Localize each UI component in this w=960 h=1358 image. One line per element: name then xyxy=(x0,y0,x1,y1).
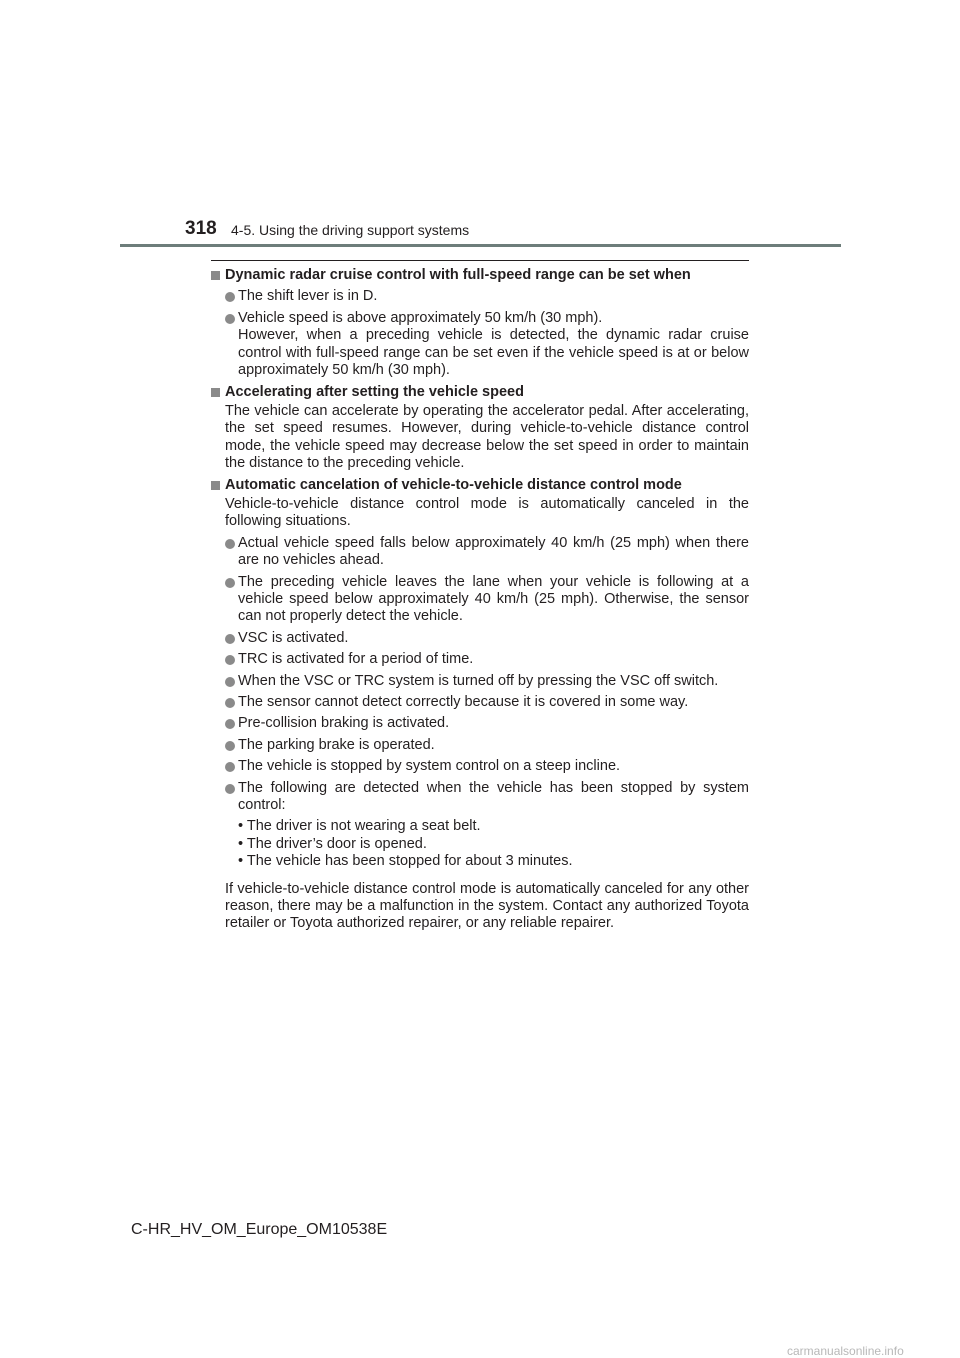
circle-bullet-icon xyxy=(225,292,235,302)
circle-bullet-icon xyxy=(225,762,235,772)
circle-bullet-icon xyxy=(225,784,235,794)
circle-bullet-icon xyxy=(225,677,235,687)
circle-bullet-icon xyxy=(225,634,235,644)
list-item: The vehicle is stopped by system control on a steep incline. xyxy=(211,758,749,775)
section-heading: Automatic cancelation of vehicle-to-vehicle distance control mode xyxy=(211,477,749,494)
list-item: Pre-collision braking is activated. xyxy=(211,715,749,732)
list-item: TRC is activated for a period of time. xyxy=(211,651,749,668)
section-heading: Accelerating after setting the vehicle speed xyxy=(211,384,749,401)
circle-bullet-icon xyxy=(225,698,235,708)
circle-bullet-icon xyxy=(225,578,235,588)
list-item: The sensor cannot detect correctly because it is covered in some way. xyxy=(211,694,749,711)
list-item: Actual vehicle speed falls below approximately 40 km/h (25 mph) when there are no vehicles ahead. xyxy=(211,535,749,570)
sub-list-item: • The driver’s door is opened. xyxy=(238,835,427,852)
section-title: 4-5. Using the driving support systems xyxy=(231,222,470,238)
watermark: carmanualsonline.info xyxy=(787,1344,904,1358)
document-code: C-HR_HV_OM_Europe_OM10538E xyxy=(131,1221,388,1238)
list-item: Vehicle speed is above approximately 50 km/h (30 mph). However, when a preceding vehicle is detected, the dynamic radar cruise control with full-speed range can be set even if the vehicle speed is at or below approximately 50 km/h (30 mph). xyxy=(211,310,749,380)
circle-bullet-icon xyxy=(225,719,235,729)
header-rule xyxy=(120,244,841,247)
list-item: VSC is activated. xyxy=(211,630,749,647)
list-item: The following are detected when the vehicle has been stopped by system control: xyxy=(211,780,749,815)
paragraph: The vehicle can accelerate by operating the accelerator pedal. After accelerating, the set speed resumes. However, during vehicle-to-vehicle distance control mode, the vehicle speed may decrease below the set speed in order to maintain the distance to the preceding vehicle. xyxy=(225,402,749,472)
square-bullet-icon xyxy=(211,271,220,280)
circle-bullet-icon xyxy=(225,741,235,751)
section-heading: Dynamic radar cruise control with full-speed range can be set when xyxy=(211,267,749,284)
content-rule xyxy=(211,260,749,261)
page-number: 318 xyxy=(185,218,217,239)
circle-bullet-icon xyxy=(225,314,235,324)
list-item: The preceding vehicle leaves the lane when your vehicle is following at a vehicle speed below approximately 40 km/h (25 mph). Otherwise, the sensor can not properly detect the vehicle. xyxy=(211,574,749,626)
paragraph: Vehicle-to-vehicle distance control mode is automatically canceled in the following situations. xyxy=(225,495,749,530)
closing-paragraph: If vehicle-to-vehicle distance control mode is automatically canceled for any other reason, there may be a malfunction in the system. Contact any authorized Toyota retailer or Toyota authorized repairer, or any reliable repairer. xyxy=(225,880,749,932)
list-item: The shift lever is in D. xyxy=(211,288,749,305)
square-bullet-icon xyxy=(211,481,220,490)
list-item: When the VSC or TRC system is turned off by pressing the VSC off switch. xyxy=(211,673,749,690)
sub-list-item: • The driver is not wearing a seat belt. xyxy=(238,818,481,835)
square-bullet-icon xyxy=(211,388,220,397)
sub-list xyxy=(211,818,749,870)
main-content xyxy=(211,267,749,933)
circle-bullet-icon xyxy=(225,655,235,665)
circle-bullet-icon xyxy=(225,539,235,549)
list-item: The parking brake is operated. xyxy=(211,737,749,754)
sub-list-item: • The vehicle has been stopped for about 3 minutes. xyxy=(238,853,573,870)
